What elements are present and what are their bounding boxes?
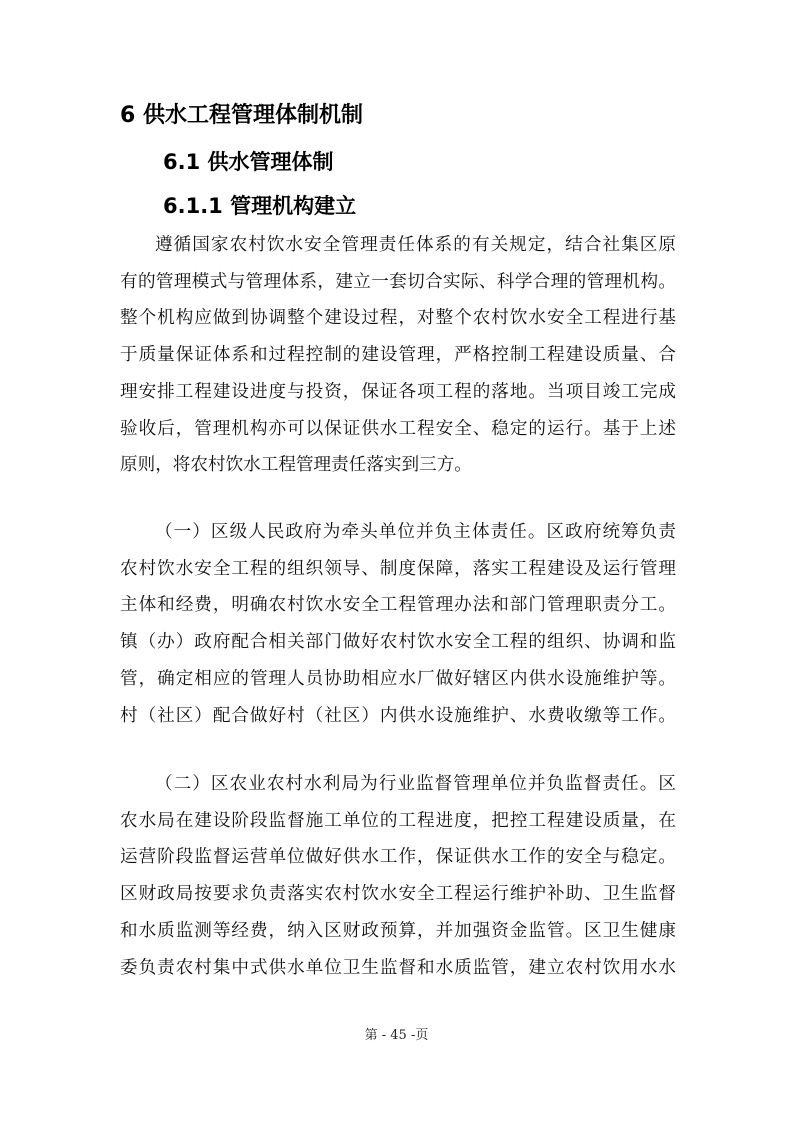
- paragraph-line: 和水质监测等经费，纳入区财政预算，并加强资金监管。区卫生健康: [120, 920, 676, 941]
- paragraph-line: 有的管理模式与管理体系，建立一套切合实际、科学合理的管理机构。: [120, 271, 676, 292]
- section-heading: 6 供水工程管理体制机制: [120, 103, 363, 128]
- paragraph-line: 村（社区）配合做好村（社区）内供水设施维护、水费收缴等工作。: [120, 705, 676, 726]
- paragraph-line: （二）区农业农村水利局为行业监督管理单位并负监督责任。区: [155, 774, 676, 794]
- subsection-heading: 6.1 供水管理体制: [163, 150, 334, 174]
- paragraph-district-government: [120, 514, 676, 734]
- paragraph-line: 镇（办）政府配合相关部门做好农村饮水安全工程的组织、协调和监: [120, 632, 676, 653]
- paragraph-water-bureau: [120, 766, 676, 986]
- paragraph-line: 管，确定相应的管理人员协助相应水厂做好辖区内供水设施维护等。: [120, 668, 676, 689]
- paragraph-line: 委负责农村集中式供水单位卫生监督和水质监管，建立农村饮用水水: [120, 957, 676, 978]
- paragraph-line: 原则，将农村饮水工程管理责任落实到三方。: [120, 455, 472, 476]
- subsubsection-heading: 6.1.1 管理机构建立: [163, 194, 357, 218]
- paragraph-line: 主体和经费，明确农村饮水安全工程管理办法和部门管理职责分工。: [120, 595, 676, 616]
- paragraph-line: 整个机构应做到协调整个建设过程，对整个农村饮水安全工程进行基: [120, 308, 676, 329]
- paragraph-line: 农水局在建设阶段监督施工单位的工程进度，把控工程建设质量，在: [120, 810, 676, 831]
- paragraph-line: 农村饮水安全工程的组织领导、制度保障，落实工程建设及运行管理: [120, 558, 676, 579]
- paragraph-line: （一）区级人民政府为牵头单位并负主体责任。区政府统筹负责: [155, 522, 676, 542]
- paragraph-line: 验收后，管理机构亦可以保证供水工程安全、稳定的运行。基于上述: [120, 418, 676, 439]
- paragraph-line: 区财政局按要求负责落实农村饮水安全工程运行维护补助、卫生监督: [120, 884, 676, 905]
- paragraph-line: 于质量保证体系和过程控制的建设管理，严格控制工程建设质量、合: [120, 345, 676, 366]
- paragraph-management-structure: [120, 227, 676, 484]
- paragraph-line: 遵循国家农村饮水安全管理责任体系的有关规定，结合社集区原: [155, 235, 676, 255]
- paragraph-line: 运营阶段监督运营单位做好供水工作，保证供水工作的安全与稳定。: [120, 847, 676, 868]
- paragraph-line: 理安排工程建设进度与投资，保证各项工程的落地。当项目竣工完成: [120, 381, 676, 402]
- page-number: 第 - 45 -页: [364, 1028, 429, 1043]
